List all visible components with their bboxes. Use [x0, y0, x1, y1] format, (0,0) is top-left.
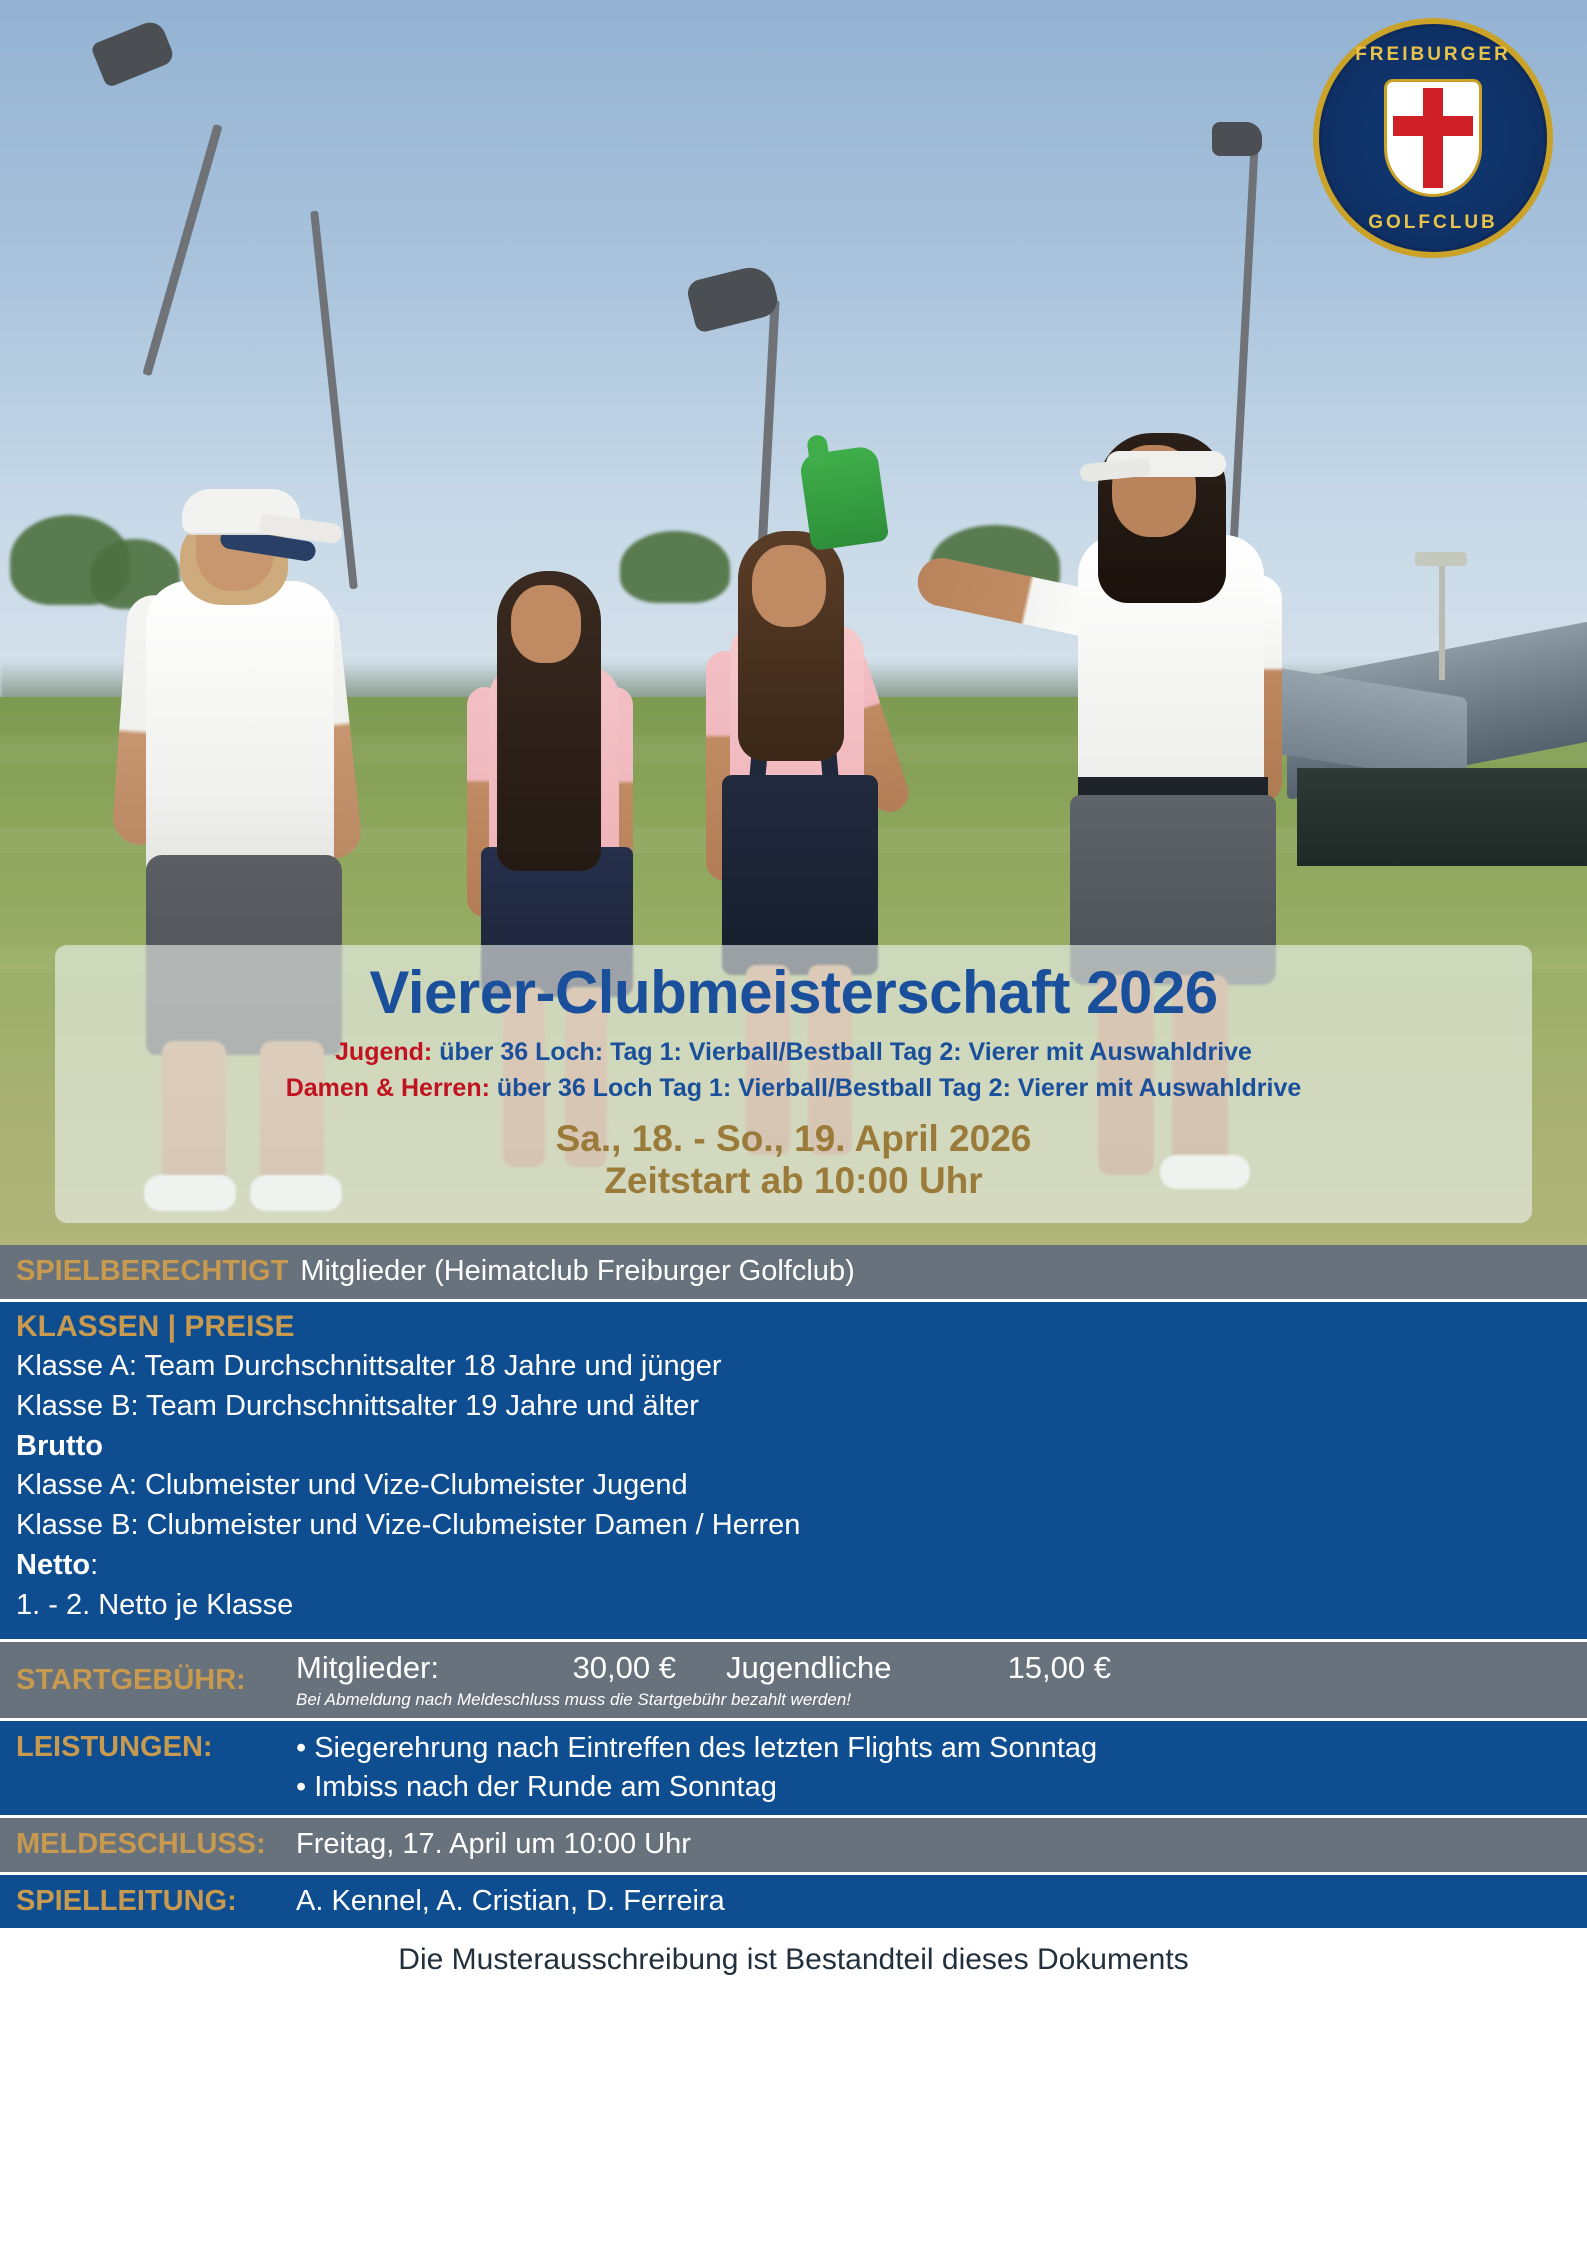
fee-members-label: Mitglieder: [296, 1650, 439, 1686]
clubhouse [1287, 620, 1587, 860]
info-rows [0, 1245, 1587, 2245]
fee-note: Bei Abmeldung nach Meldeschluss muss die Startgebühr bezahlt werden! [296, 1690, 852, 1710]
club-logo-top-text: FREIBURGER [1355, 44, 1511, 65]
row-spielberechtigt-label: SPIELBERECHTIGT [16, 1255, 289, 1287]
leistungen-item-2: • Imbiss nach der Runde am Sonntag [296, 1771, 777, 1804]
fee-grid [296, 1650, 1571, 1686]
event-date: Sa., 18. - So., 19. April 2026 [555, 1118, 1032, 1160]
shield-icon [1387, 82, 1479, 194]
row-leistungen-label: LEISTUNGEN: [16, 1731, 213, 1764]
row-startgebuehr-label: STARTGEBÜHR: [16, 1664, 246, 1697]
row-klassen-label: KLASSEN | PREISE [16, 1309, 295, 1343]
row-spielleitung-label: SPIELLEITUNG: [16, 1884, 237, 1917]
format-line-youth-label: Jugend: [335, 1037, 433, 1066]
klassen-line-5: 1. - 2. Netto je Klasse [16, 1588, 294, 1621]
page-title: Vierer-Clubmeisterschaft 2026 [369, 958, 1218, 1026]
klassen-line-4: Klasse B: Clubmeister und Vize-Clubmeister Damen / Herren [16, 1509, 801, 1542]
row-spielberechtigt [0, 1245, 1587, 1302]
row-klassen-preise [0, 1302, 1587, 1643]
format-line-adults-label: Damen & Herren: [285, 1073, 490, 1102]
klassen-line-1: Klasse A: Team Durchschnittsalter 18 Jahre und jünger [16, 1350, 722, 1383]
format-line-adults [79, 1070, 1508, 1106]
row-spielleitung-value: A. Kennel, A. Cristian, D. Ferreira [296, 1884, 725, 1917]
club-logo-bottom-text: GOLFCLUB [1368, 212, 1498, 233]
klassen-line-2: Klasse B: Team Durchschnittsalter 19 Jahre und älter [16, 1389, 699, 1422]
format-line-youth-text: über 36 Loch: Tag 1: Vierball/Bestball Tag 2: Vierer mit Auswahldrive [439, 1037, 1252, 1066]
klassen-line-3: Klasse A: Clubmeister und Vize-Clubmeister Jugend [16, 1469, 688, 1502]
leistungen-item-1: • Siegerehrung nach Eintreffen des letzten Flights am Sonntag [296, 1732, 1098, 1765]
row-spielleitung [0, 1875, 1587, 1932]
club-logo [1313, 18, 1553, 258]
row-meldeschluss-label: MELDESCHLUSS: [16, 1827, 266, 1860]
light-pole [1439, 560, 1445, 680]
footer-note: Die Musterausschreibung ist Bestandteil dieses Dokuments [0, 1931, 1587, 1991]
fee-members-value: 30,00 € [572, 1650, 676, 1686]
format-line-youth [79, 1034, 1508, 1070]
fee-youth-label: Jugendliche [726, 1650, 892, 1686]
event-time: Zeitstart ab 10:00 Uhr [604, 1159, 983, 1201]
klassen-brutto-heading: Brutto [16, 1429, 103, 1462]
klassen-netto-colon: : [90, 1548, 99, 1581]
golf-glove [799, 445, 890, 551]
leistungen-list [296, 1729, 1097, 1807]
row-meldeschluss-value: Freitag, 17. April um 10:00 Uhr [296, 1827, 691, 1860]
golf-club-head [1212, 122, 1262, 156]
title-panel [55, 945, 1532, 1223]
light-pole-head [1415, 552, 1467, 566]
row-startgebuehr [0, 1642, 1587, 1721]
fee-youth-value: 15,00 € [1007, 1650, 1111, 1686]
row-leistungen [0, 1721, 1587, 1818]
row-meldeschluss [0, 1818, 1587, 1875]
format-line-adults-text: über 36 Loch Tag 1: Vierball/Bestball Tag 2: Vierer mit Auswahldrive [496, 1073, 1302, 1102]
klassen-netto-heading: Netto [16, 1548, 91, 1581]
row-spielberechtigt-value: Mitglieder (Heimatclub Freiburger Golfclub) [300, 1255, 855, 1287]
